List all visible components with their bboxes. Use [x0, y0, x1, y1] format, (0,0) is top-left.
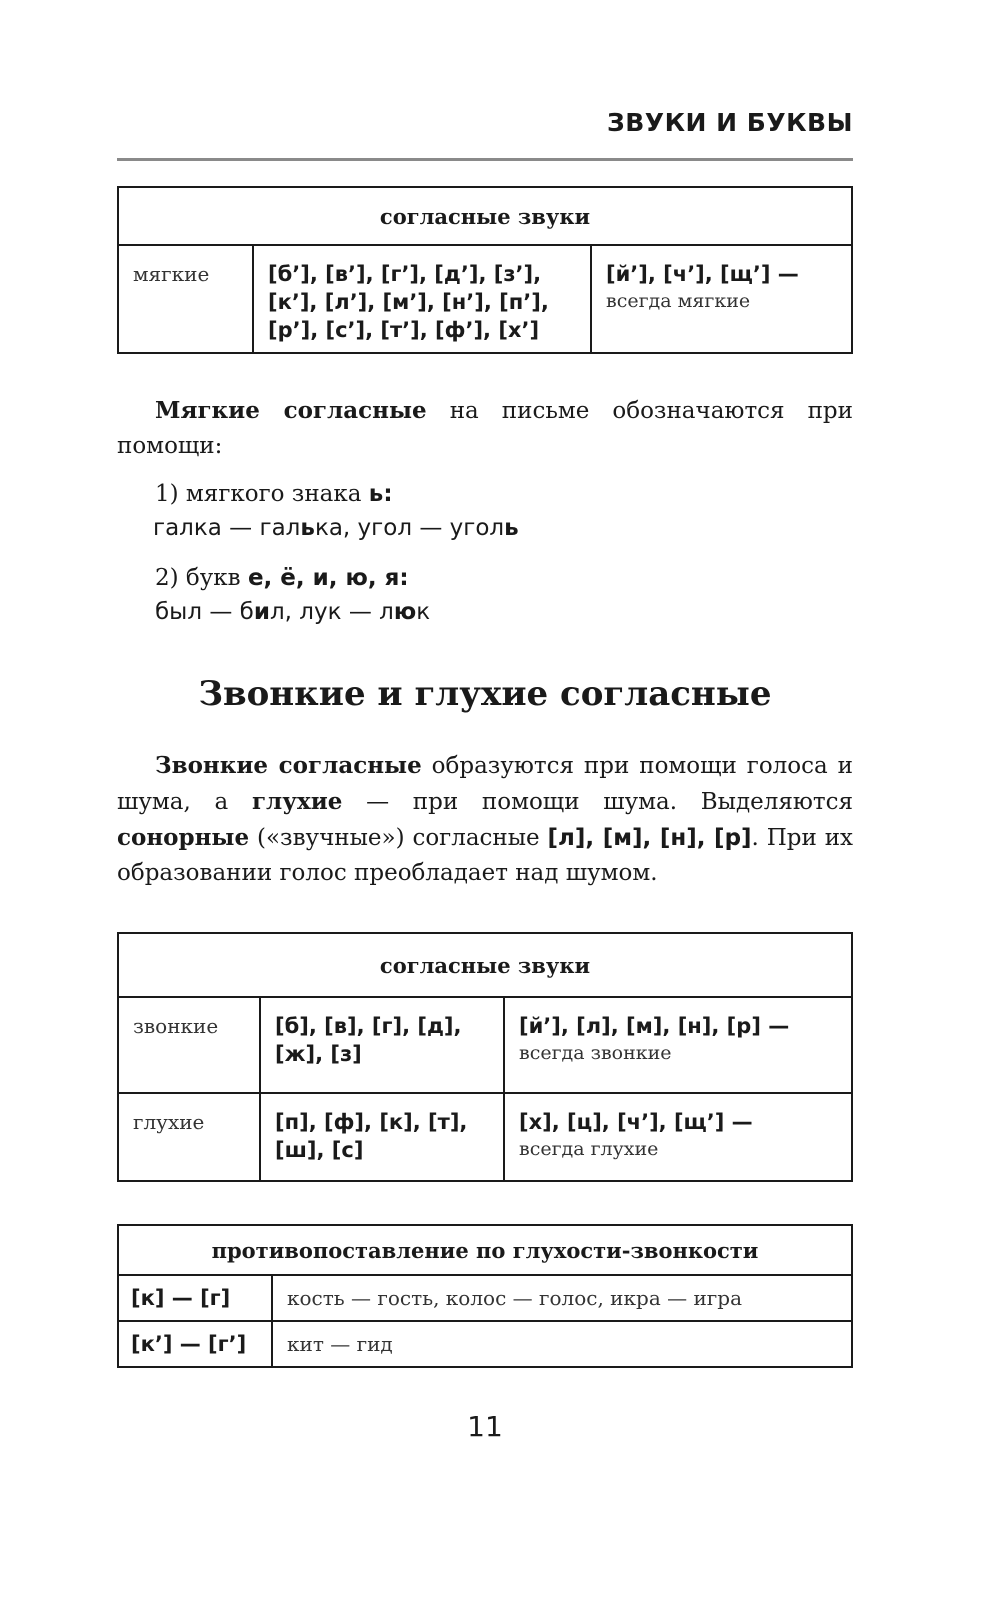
row-label-voiced: звонкие	[118, 997, 260, 1093]
soft-paragraph-text: на письме обозначаются при помощи:	[117, 398, 853, 459]
soft-sounds-list: [б’], [в’], [г’], [д’], [з’], [к’], [л’], [м’], [н’], [п’], [р’], [с’], [т’], [ф’], [х’]	[253, 245, 591, 353]
always-voiced-note: всегда звонкие	[519, 1042, 672, 1064]
always-voiceless-cell	[504, 1093, 852, 1181]
soft-paragraph	[117, 393, 853, 464]
page-number: 11	[467, 1410, 503, 1443]
always-voiceless-note: всегда глухие	[519, 1138, 659, 1160]
list-item	[155, 477, 855, 545]
always-soft-note: всегда мягкие	[606, 290, 751, 312]
always-voiced-sounds: [й’], [л], [м], [н], [р] —	[519, 1014, 790, 1038]
list-item	[155, 561, 855, 629]
header-divider	[117, 158, 853, 161]
voiced-paragraph: Звонкие согласные образуются при помощи голоса и шума, а глухие — при помощи шума. Выделяются сонорные («звучные») согласные [л], [м], [н], [р]. При их образовании голос преобладает над шумом.	[117, 752, 854, 886]
examples-cell: кость — гость, колос — голос, икра — игра	[272, 1275, 852, 1321]
soft-consonants-table	[117, 186, 853, 354]
list-text: мягкого знака	[185, 481, 369, 507]
section-title: Звонкие и глухие согласные	[198, 674, 772, 714]
sonorant-sounds: [л], [м], [н], [р]	[547, 825, 752, 851]
voiced-sounds-list: [б], [в], [г], [д], [ж], [з]	[260, 997, 504, 1093]
voicing-table	[117, 932, 853, 1182]
always-soft-sounds: [й’], [ч’], [щ’] —	[606, 262, 799, 286]
list-example: был — бил, лук — люк	[155, 599, 431, 625]
list-letters: е, ё, и, ю, я	[247, 565, 400, 591]
opposition-table	[117, 1224, 853, 1368]
term-sonorant: сонорные	[117, 824, 250, 851]
list-text: букв	[185, 565, 248, 591]
always-voiceless-sounds: [х], [ц], [ч’], [щ’] —	[519, 1110, 753, 1134]
list-colon: :	[399, 565, 409, 591]
table-heading: согласные звуки	[118, 187, 852, 245]
list-letters: ь	[368, 481, 384, 507]
list-colon: :	[383, 481, 393, 507]
list-number: 2)	[155, 565, 186, 591]
list-example: галка — галька, угол — уголь	[153, 515, 519, 541]
row-label-voiceless: глухие	[118, 1093, 260, 1181]
pair-cell: [к’] — [г’]	[118, 1321, 272, 1367]
always-voiced-cell	[504, 997, 852, 1093]
list-number: 1)	[155, 481, 186, 507]
voiceless-sounds-list: [п], [ф], [к], [т], [ш], [с]	[260, 1093, 504, 1181]
table-heading: согласные звуки	[118, 933, 852, 997]
running-header: ЗВУКИ И БУКВЫ	[606, 108, 853, 137]
table-heading: противопоставление по глухости-звонкости	[118, 1225, 852, 1275]
pair-cell: [к] — [г]	[118, 1275, 272, 1321]
term-soft-consonants: Мягкие согласные	[155, 397, 427, 424]
term-voiced: Звонкие согласные	[155, 752, 422, 779]
row-label-soft: мягкие	[118, 245, 253, 353]
term-voiceless: глухие	[251, 788, 343, 815]
always-soft-cell	[591, 245, 852, 353]
examples-cell: кит — гид	[272, 1321, 852, 1367]
